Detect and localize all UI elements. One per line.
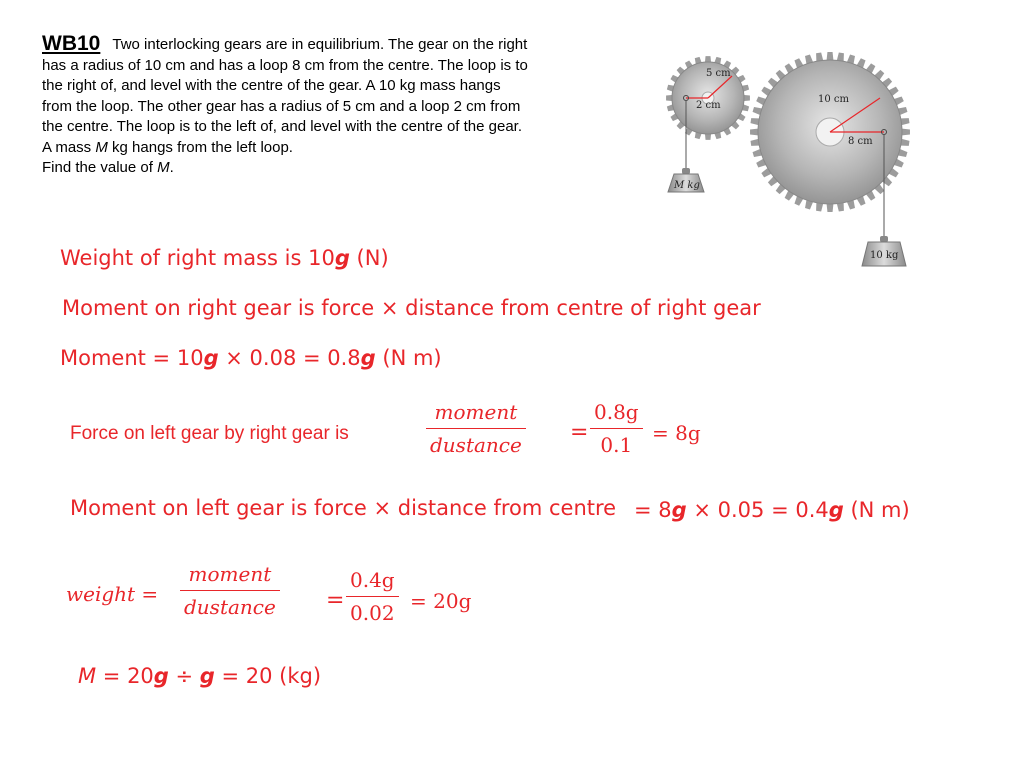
problem-line-6: A mass M kg hangs from the left loop. <box>42 138 293 156</box>
gear-diagram <box>660 40 930 275</box>
big-loop-label: 8 cm <box>848 136 873 147</box>
step-2: Moment on right gear is force × distance from centre of right gear <box>62 296 761 320</box>
step-4-fraction-2: 0.8g 0.1 <box>590 398 643 459</box>
problem-line-7: Find the value of M. <box>42 159 174 176</box>
right-mass-label: 10 kg <box>870 250 899 261</box>
problem-line-5: the centre. The loop is to the left of, and level with the centre of the gear. <box>42 118 523 135</box>
problem-code: WB10 <box>42 32 101 55</box>
step-4-label: Force on left gear by right gear is <box>70 423 349 444</box>
right-weight <box>862 236 906 266</box>
step-6-fraction-2: 0.4g 0.02 <box>346 566 399 627</box>
problem-line-1: WB10 Two interlocking gears are in equilibrium. The gear on the right <box>42 32 528 55</box>
step-5: Moment on left gear is force × distance from centre <box>70 496 617 520</box>
step-1: Weight of right mass is 10g (N) <box>60 246 389 270</box>
step-3: Moment = 10g × 0.08 = 0.8g (N m) <box>60 346 442 370</box>
left-mass-label: M kg <box>674 180 700 191</box>
step-6-equals: = <box>326 588 345 613</box>
gears-illustration <box>660 40 930 275</box>
step-6-label: weight = <box>66 582 159 606</box>
big-radius-label: 10 cm <box>818 94 849 105</box>
problem-statement <box>42 34 622 179</box>
step-4-fraction-1: moment dustance <box>426 398 526 459</box>
step-6-fraction-1: moment dustance <box>180 560 280 621</box>
small-radius-label: 5 cm <box>706 68 731 79</box>
big-gear <box>750 52 910 212</box>
problem-line-3: the right of, and level with the centre of the gear. A 10 kg mass hangs <box>42 77 501 94</box>
problem-line-2: has a radius of 10 cm and has a loop 8 cm from the centre. The loop is to <box>42 56 528 74</box>
step-7: M = 20g ÷ g = 20 (kg) <box>78 664 322 688</box>
step-6-result: = 20g <box>410 589 472 613</box>
left-weight <box>668 168 704 192</box>
small-loop-label: 2 cm <box>696 100 721 111</box>
step-4-equals: = <box>570 420 589 445</box>
problem-line-4: from the loop. The other gear has a radius of 5 cm and a loop 2 cm from <box>42 97 521 115</box>
step-5-calc: = 8g × 0.05 = 0.4g (N m) <box>634 498 910 522</box>
step-4-result: = 8g <box>652 421 701 445</box>
